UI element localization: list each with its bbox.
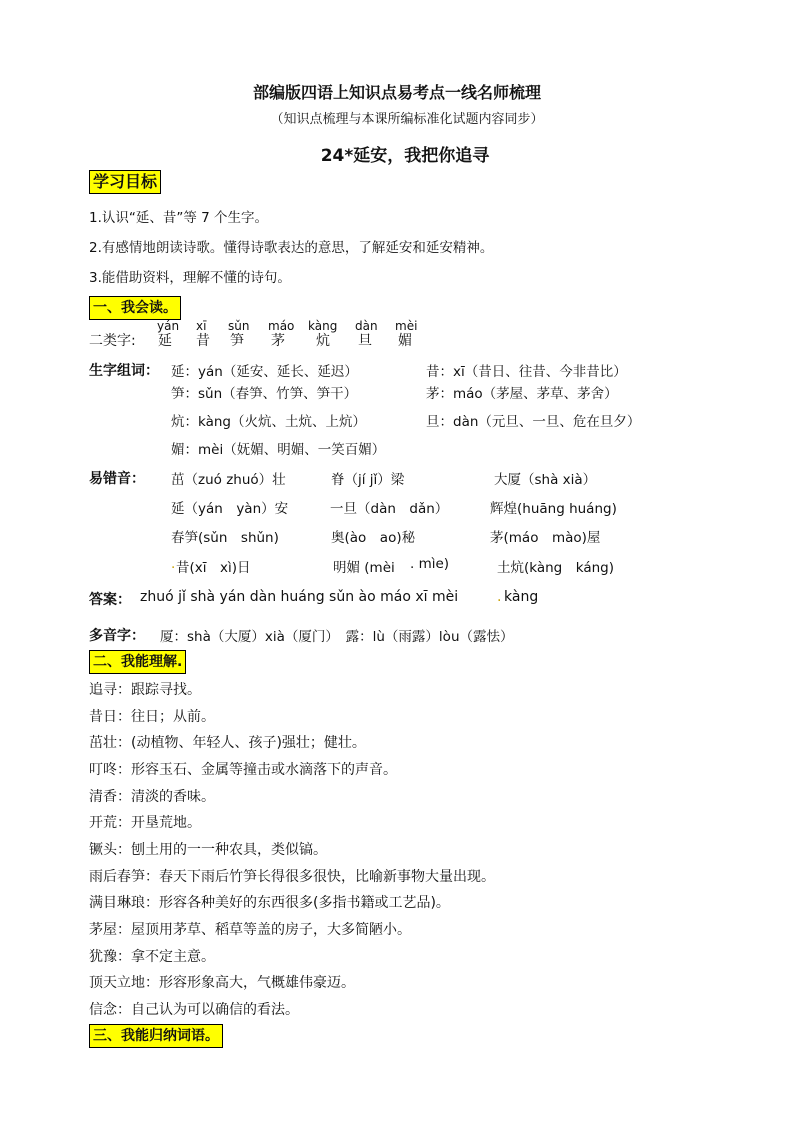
yicuo-item: 一旦（dàn dǎn） xyxy=(330,501,449,517)
second-class-label: 二类字: xyxy=(89,333,136,349)
definition-item: 茁壮：(动植物、年轻人、孩子)强壮；健壮。 xyxy=(89,735,366,751)
yicuo-item: 奥(ào ao)秘 xyxy=(331,530,416,546)
duoyin-text: 厦：shà（大厦）xià（厦门） 露：lù（雨露）lòu（露怯） xyxy=(160,629,514,645)
yicuo-item: 明媚 (mèi xyxy=(333,560,395,576)
page-title: 部编版四语上知识点易考点一线名师梳理 xyxy=(252,83,541,102)
zuci-item: 延：yán（延安、延长、延迟） xyxy=(171,364,358,380)
yicuo-label: 易错音： xyxy=(89,471,145,487)
definition-item: 雨后春笋：春天下雨后竹笋长得很多很快，比喻新事物大量出现。 xyxy=(89,869,495,885)
char-mei: 媚 xyxy=(398,333,412,349)
goal-item: 2.有感情地朗读诗歌。懂得诗歌表达的意思，了解延安和延安精神。 xyxy=(89,240,494,256)
yicuo-item: 土炕(kàng káng) xyxy=(497,560,614,576)
definition-item: 茅屋：屋顶用茅草、稻草等盖的房子，大多简陋小。 xyxy=(89,922,411,938)
yicuo-item: 大厦（shà xià） xyxy=(494,472,597,488)
char-dan: 旦 xyxy=(358,333,372,349)
definition-item: 信念：自己认为可以确信的看法。 xyxy=(89,1002,299,1018)
pinyin-kang: kàng xyxy=(308,319,338,333)
goal-item: 3.能借助资料，理解不懂的诗句。 xyxy=(89,270,291,286)
char-mao: 茅 xyxy=(271,333,285,349)
section3-heading: 三、我能归纳词语。 xyxy=(89,1024,223,1048)
dot-mark: . xyxy=(171,556,176,572)
zuci-label: 生字组词： xyxy=(89,363,159,379)
pinyin-yan: yán xyxy=(157,319,180,333)
definition-item: 昔日：往日；从前。 xyxy=(89,709,215,725)
definition-item: 犹豫：拿不定主意。 xyxy=(89,949,215,965)
answer-end: kàng xyxy=(504,589,539,605)
yicuo-item: 茅(máo mào)屋 xyxy=(490,530,601,546)
answer-text: zhuó jǐ shà yán dàn huáng sǔn ào máo xī mèi xyxy=(140,589,459,605)
yicuo-item: 春笋(sǔn shǔn) xyxy=(171,530,279,546)
definition-item: 清香：清淡的香味。 xyxy=(89,789,215,805)
section2-heading: 二、我能理解. xyxy=(89,650,186,674)
yicuo-item: 辉煌(huāng huáng) xyxy=(490,501,617,517)
goals-heading: 学习目标 xyxy=(89,170,161,194)
pinyin-sun: sǔn xyxy=(228,319,250,333)
yicuo-item: . mìe) xyxy=(410,556,450,572)
duoyin-label: 多音字： xyxy=(89,628,145,644)
zuci-item: 昔：xī（昔日、往昔、今非昔比） xyxy=(426,364,627,380)
yicuo-item: 茁（zuó zhuó）壮 xyxy=(171,472,286,488)
yicuo-item: 延（yán yàn）安 xyxy=(171,501,289,517)
yicuo-item: 脊（jí jǐ）梁 xyxy=(331,472,405,488)
zuci-item: 茅：máo（茅屋、茅草、茅舍） xyxy=(426,386,618,402)
zuci-item: 媚：mèi（妩媚、明媚、一笑百媚） xyxy=(171,442,386,458)
lesson-title: 24*延安，我把你追寻 xyxy=(320,146,490,166)
char-yan: 延 xyxy=(158,333,172,349)
answer-label: 答案： xyxy=(89,592,131,608)
pinyin-mei: mèi xyxy=(395,319,418,333)
zuci-item: 笋：sǔn（春笋、竹笋、笋干） xyxy=(171,386,358,402)
char-xi: 昔 xyxy=(196,333,210,349)
pinyin-xi: xī xyxy=(196,319,207,333)
goal-item: 1.认识“延、昔”等 7 个生字。 xyxy=(89,210,269,226)
char-sun: 笋 xyxy=(230,333,244,349)
definition-item: 叮咚：形容玉石、金属等撞击或水滴落下的声音。 xyxy=(89,762,397,778)
definition-item: 满目琳琅：形容各种美好的东西很多(多指书籍或工艺品)。 xyxy=(89,895,450,911)
definition-item: 顶天立地：形容形象高大，气概雄伟豪迈。 xyxy=(89,975,355,991)
zuci-item: 炕：kàng（火炕、土炕、上炕） xyxy=(171,414,366,430)
yicuo-item: 昔(xī xì)日 xyxy=(176,560,251,576)
zuci-item: 旦：dàn（元旦、一旦、危在旦夕） xyxy=(426,414,641,430)
section1-heading: 一、我会读。 xyxy=(89,296,181,320)
definition-item: 开荒：开垦荒地。 xyxy=(89,815,201,831)
page-subtitle: （知识点梳理与本课所编标准化试题内容同步） xyxy=(270,112,544,127)
definition-item: 镢头：刨土用的一一种农具，类似镐。 xyxy=(89,842,327,858)
definition-item: 追寻：跟踪寻找。 xyxy=(89,682,201,698)
char-kang: 炕 xyxy=(316,333,330,349)
pinyin-mao: máo xyxy=(268,319,295,333)
dot-mark: . xyxy=(497,589,502,605)
pinyin-dan: dàn xyxy=(355,319,378,333)
